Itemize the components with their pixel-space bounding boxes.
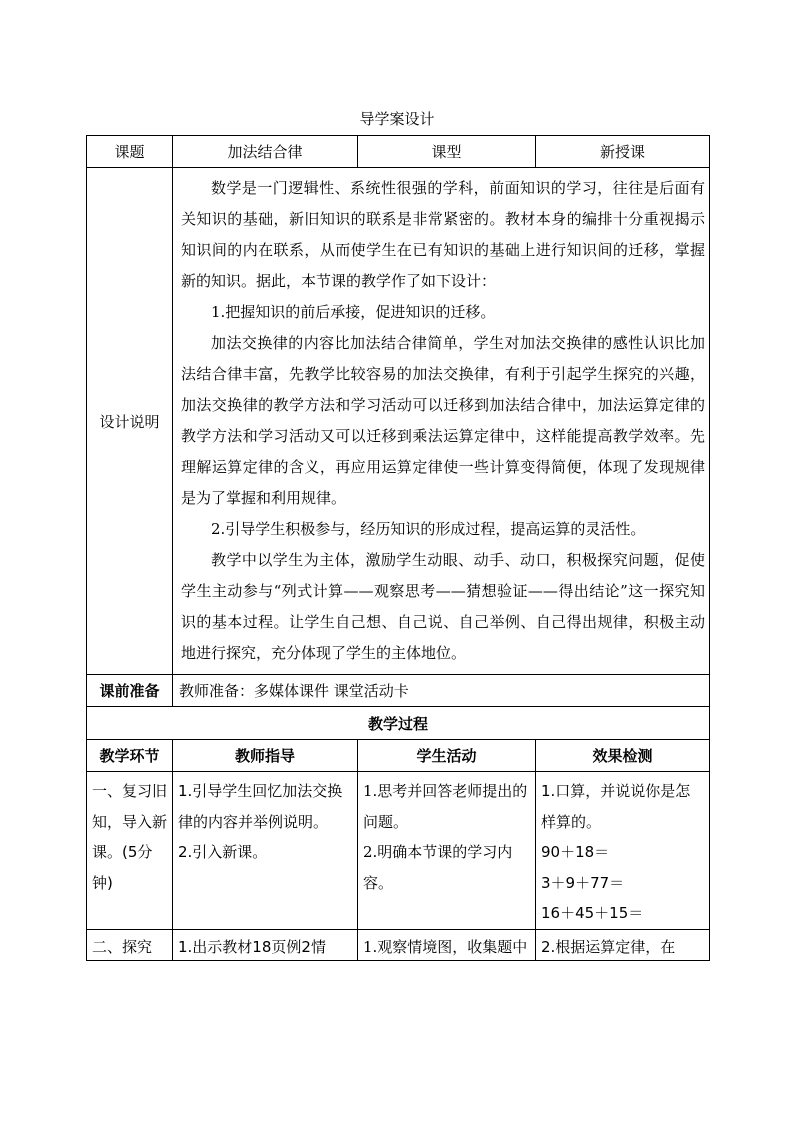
process-title-row bbox=[87, 707, 710, 740]
lesson-type-label: 课型 bbox=[358, 136, 536, 168]
topic-label: 课题 bbox=[87, 136, 173, 168]
design-paragraph: 数学是一门逻辑性、系统性很强的学科，前面知识的学习，往往是后面有关知识的基础，新旧知识的联系是非常紧密的。教材本身的编排十分重视揭示知识间的内在联系，从而使学生在已有知识的基础上进行知识间的迁移，掌握新的知识。据此，本节课的教学作了如下设计： bbox=[181, 179, 705, 290]
student-activity-explore: 1.观察情境图，收集题中 bbox=[358, 930, 536, 961]
effect-check-review bbox=[536, 772, 710, 930]
design-paragraph: 2.引导学生积极参与，经历知识的形成过程，提高运算的灵活性。 bbox=[211, 520, 646, 538]
teacher-step: 2.引入新课。 bbox=[178, 843, 268, 861]
column-header-student: 学生活动 bbox=[358, 740, 536, 772]
check-item: 1.口算，并说说你是怎样算的。 bbox=[541, 782, 691, 831]
effect-check-explore: 2.根据运算定律，在 bbox=[536, 930, 710, 961]
student-step: 1.思考并回答老师提出的问题。 bbox=[363, 782, 528, 831]
design-description bbox=[173, 168, 710, 675]
teacher-guide-explore: 1.出示教材18页例2情 bbox=[173, 930, 358, 961]
prep-value: 教师准备：多媒体课件 课堂活动卡 bbox=[173, 675, 710, 707]
stage-review bbox=[87, 772, 173, 930]
design-paragraph: 教学中以学生为主体，激励学生动眼、动手、动口，积极探究问题，促使学生主动参与“列式计算——观察思考——猜想验证——得出结论”这一探究知识的基本过程。让学生自己想、自己说、自己举例、自己得出规律，积极主动地进行探究，充分体现了学生的主体地位。 bbox=[181, 551, 705, 662]
topic-value: 加法结合律 bbox=[173, 136, 358, 168]
document-title: 导学案设计 bbox=[359, 110, 435, 128]
lesson-type-value: 新授课 bbox=[536, 136, 710, 168]
design-label: 设计说明 bbox=[87, 168, 173, 675]
student-activity-review bbox=[358, 772, 536, 930]
column-header-check: 效果检测 bbox=[536, 740, 710, 772]
teacher-step: 1.引导学生回忆加法交换律的内容并举例说明。 bbox=[178, 782, 343, 831]
lesson-plan-table bbox=[86, 135, 710, 961]
design-paragraph: 1.把握知识的前后承接，促进知识的迁移。 bbox=[211, 303, 496, 321]
design-paragraph: 加法交换律的内容比加法结合律简单，学生对加法交换律的感性认识比加法结合律丰富，先教学比较容易的加法交换律，有利于引起学生探究的兴趣，加法交换律的教学方法和学习活动可以迁移到加法结合律中，加法运算定律的教学方法和学习活动又可以迁移到乘法运算定律中，这样能提高教学效率。先理解运算定律的含义，再应用运算定律使一些计算变得简便，体现了发现规律是为了掌握和利用规律。 bbox=[181, 334, 705, 507]
process-title: 教学过程 bbox=[87, 707, 710, 740]
column-header-stage: 教学环节 bbox=[87, 740, 173, 772]
student-step: 2.明确本节课的学习内容。 bbox=[363, 843, 513, 892]
teacher-guide-review bbox=[173, 772, 358, 930]
process-row-explore bbox=[87, 930, 710, 961]
stage-text: 一、复习旧知，导入新课。(5分钟) bbox=[92, 782, 168, 892]
column-header-teacher: 教师指导 bbox=[173, 740, 358, 772]
process-header-row bbox=[87, 740, 710, 772]
check-item: 16＋45＋15＝ bbox=[541, 904, 644, 922]
check-item: 90＋18＝ bbox=[541, 843, 610, 861]
stage-explore: 二、探究 bbox=[87, 930, 173, 961]
topic-row bbox=[87, 136, 710, 168]
process-row-review bbox=[87, 772, 710, 930]
prep-row bbox=[87, 675, 710, 707]
check-item: 3＋9＋77＝ bbox=[541, 873, 625, 892]
design-row bbox=[87, 168, 710, 675]
prep-label: 课前准备 bbox=[87, 675, 173, 707]
